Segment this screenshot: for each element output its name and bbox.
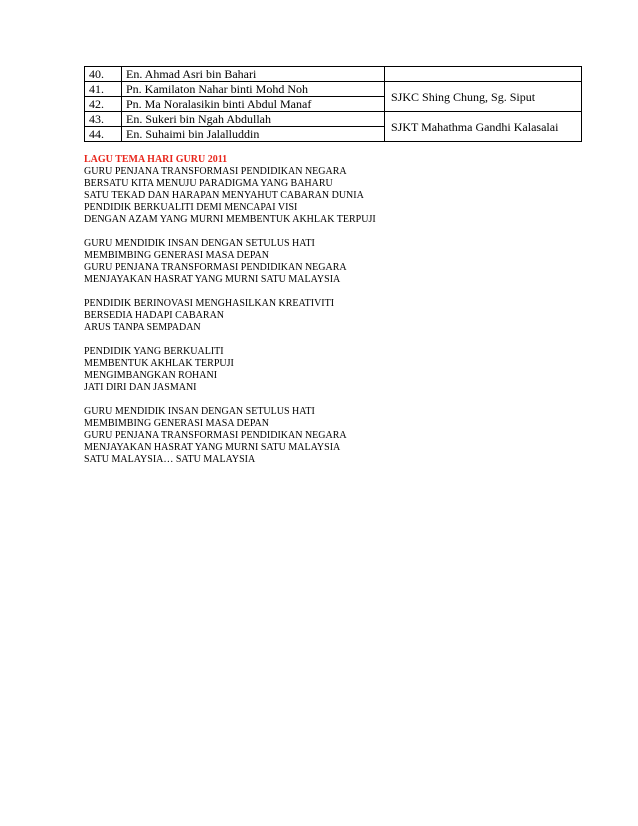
lyric-line: SATU MALAYSIA… SATU MALAYSIA (84, 454, 256, 465)
teacher-name: Pn. Kamilaton Nahar binti Mohd Noh (122, 82, 385, 97)
lyric-line: MENGIMBANGKAN ROHANI (84, 370, 218, 381)
lyric-line: BERSATU KITA MENUJU PARADIGMA YANG BAHARU (84, 178, 333, 189)
teacher-name: Pn. Ma Noralasikin binti Abdul Manaf (122, 97, 385, 112)
teacher-name: En. Suhaimi bin Jalalluddin (122, 127, 385, 142)
table-row (85, 82, 582, 97)
school-name: SJKC Shing Chung, Sg. Siput (385, 82, 582, 112)
table-row (85, 112, 582, 127)
stanza (84, 238, 582, 286)
document-page (84, 66, 582, 478)
row-number: 43. (85, 112, 122, 127)
row-number: 44. (85, 127, 122, 142)
school-name (385, 67, 582, 82)
lyric-line: PENDIDIK BERKUALITI DEMI MENCAPAI VISI (84, 202, 298, 213)
song-title: LAGU TEMA HARI GURU 2011 (84, 154, 228, 165)
row-number: 42. (85, 97, 122, 112)
lyric-line: MEMBENTUK AKHLAK TERPUJI (84, 358, 234, 369)
stanza (84, 406, 582, 466)
lyric-line: PENDIDIK YANG BERKUALITI (84, 346, 224, 357)
stanza (84, 166, 582, 226)
teacher-name: En. Ahmad Asri bin Bahari (122, 67, 385, 82)
lyric-line: GURU PENJANA TRANSFORMASI PENDIDIKAN NEGARA (84, 262, 347, 273)
lyric-line: GURU MENDIDIK INSAN DENGAN SETULUS HATI (84, 406, 315, 417)
row-number: 41. (85, 82, 122, 97)
teacher-name: En. Sukeri bin Ngah Abdullah (122, 112, 385, 127)
lyric-line: MEMBIMBING GENERASI MASA DEPAN (84, 418, 269, 429)
table-row (85, 67, 582, 82)
stanza (84, 298, 582, 334)
stanza (84, 346, 582, 394)
lyric-line: MENJAYAKAN HASRAT YANG MURNI SATU MALAYSIA (84, 274, 341, 285)
lyric-line: MENJAYAKAN HASRAT YANG MURNI SATU MALAYSIA (84, 442, 341, 453)
lyric-line: JATI DIRI DAN JASMANI (84, 382, 197, 393)
lyric-line: GURU MENDIDIK INSAN DENGAN SETULUS HATI (84, 238, 315, 249)
row-number: 40. (85, 67, 122, 82)
stanza-list (84, 166, 582, 466)
song-lyrics (84, 154, 582, 466)
lyric-line: GURU PENJANA TRANSFORMASI PENDIDIKAN NEGARA (84, 430, 347, 441)
lyric-line: ARUS TANPA SEMPADAN (84, 322, 201, 333)
lyric-line: MEMBIMBING GENERASI MASA DEPAN (84, 250, 269, 261)
school-name: SJKT Mahathma Gandhi Kalasalai (385, 112, 582, 142)
lyric-line: BERSEDIA HADAPI CABARAN (84, 310, 225, 321)
lyric-line: SATU TEKAD DAN HARAPAN MENYAHUT CABARAN DUNIA (84, 190, 364, 201)
lyric-line: PENDIDIK BERINOVASI MENGHASILKAN KREATIVITI (84, 298, 335, 309)
teacher-table (84, 66, 582, 142)
lyric-line: DENGAN AZAM YANG MURNI MEMBENTUK AKHLAK TERPUJI (84, 214, 376, 225)
lyric-line: GURU PENJANA TRANSFORMASI PENDIDIKAN NEGARA (84, 166, 347, 177)
